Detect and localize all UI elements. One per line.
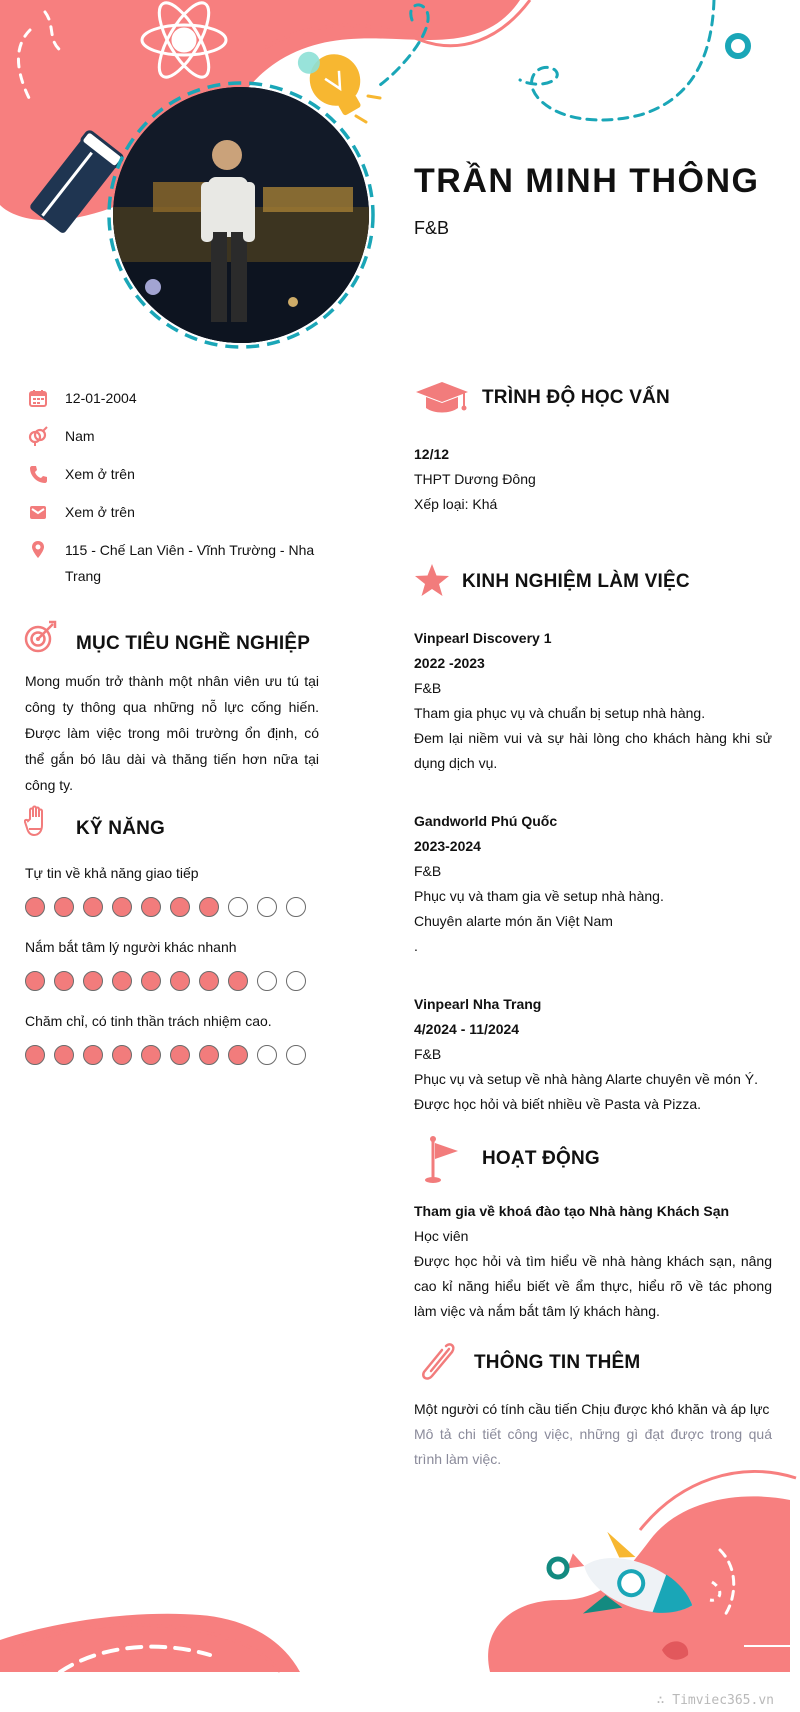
experience-title: KINH NGHIỆM LÀM VIỆC [462,571,690,592]
rating-dot-filled [112,897,132,917]
rating-dot-filled [199,971,219,991]
contact-phone [28,461,328,487]
job-description: Phục vụ và tham gia về setup nhà hàng. [414,888,664,904]
rating-dot-filled [170,971,190,991]
contact-list [28,385,328,601]
rating-dot-empty [228,897,248,917]
skill-rating [25,1045,306,1065]
job-company: Gandworld Phú Quốc [414,813,558,829]
additional-text: Một người có tính cầu tiến Chịu được khó khăn và áp lực [414,1401,770,1417]
skill-label: Nắm bắt tâm lý người khác nhanh [25,939,237,955]
gender-icon [28,426,48,446]
education-entry [414,442,772,517]
contact-gender [28,423,328,449]
job-description: . [414,938,418,954]
job-description: Chuyên alarte món ăn Việt Nam [414,913,613,929]
graduation-cap-icon [414,380,470,416]
rating-dot-filled [228,971,248,991]
birthdate-text: 12-01-2004 [65,390,137,406]
rating-dot-filled [170,1045,190,1065]
calendar-icon [28,388,48,408]
rating-dot-empty [257,897,277,917]
rating-dot-filled [83,1045,103,1065]
paperclip-icon [418,1340,458,1384]
contact-email [28,499,328,525]
contact-address [28,537,328,589]
rating-dot-empty [257,971,277,991]
rating-dot-filled [141,897,161,917]
objective-title: MỤC TIÊU NGHỀ NGHIỆP [76,633,311,654]
footer-decoration [0,1440,800,1712]
rating-dot-filled [228,1045,248,1065]
candidate-position: F&B [414,218,450,238]
activity-description: Được học hỏi và tìm hiểu về nhà hàng khách sạn, nâng cao kỉ năng hiểu biết về ẩm thực, hiểu rõ về tác phong làm việc và nắm bắt tâm lý khách hàng. [414,1253,772,1319]
rating-dot-filled [54,897,74,917]
email-text: Xem ở trên [65,504,135,520]
rating-dot-filled [25,971,45,991]
job-role: F&B [414,1046,442,1062]
skills-title: KỸ NĂNG [76,818,166,839]
activity-name: Tham gia về khoá đào tạo Nhà hàng Khách Sạn [414,1203,730,1219]
candidate-name: TRẦN MINH THÔNG [414,162,760,200]
additional-hint: Mô tả chi tiết công việc, những gì đạt được trong quá trình làm việc. [414,1426,772,1467]
job-period: 2023-2024 [414,838,481,854]
education-school: THPT Dương Đông [414,471,536,487]
skill-rating [25,971,306,991]
rating-dot-filled [112,1045,132,1065]
job-period: 2022 -2023 [414,655,485,671]
job-company: Vinpearl Discovery 1 [414,630,552,646]
activities-title: HOẠT ĐỘNG [482,1148,600,1169]
target-icon [23,620,57,654]
watermark: ∴ Timviec365.vn [656,1693,774,1708]
rating-dot-empty [257,1045,277,1065]
job-entry [414,809,772,959]
rating-dot-filled [25,1045,45,1065]
skill-label: Tự tin về khả năng giao tiếp [25,865,199,881]
phone-icon [28,464,48,484]
job-entry [414,992,772,1117]
rating-dot-filled [199,1045,219,1065]
contact-birthdate [28,385,328,411]
raised-hand-icon [24,805,50,837]
location-pin-icon [28,540,48,560]
rating-dot-filled [25,897,45,917]
profile-photo [113,87,369,343]
address-text: 115 - Chế Lan Viên - Vĩnh Trường - Nha Trang [65,542,315,584]
rating-dot-filled [141,1045,161,1065]
rating-dot-empty [286,1045,306,1065]
job-role: F&B [414,863,442,879]
rating-dot-filled [170,897,190,917]
job-description: Phục vụ và setup về nhà hàng Alarte chuyên về món Ý. [414,1071,758,1087]
job-company: Vinpearl Nha Trang [414,996,542,1012]
flag-icon [420,1135,460,1185]
additional-title: THÔNG TIN THÊM [474,1352,641,1373]
rating-dot-filled [83,897,103,917]
education-title: TRÌNH ĐỘ HỌC VẤN [482,387,670,408]
objective-text: Mong muốn trở thành một nhân viên ưu tú tại công ty thông qua những nỗ lực cống hiến. Được làm việc trong môi trường ổn định, có thể gắn bó lâu dài và thăng tiến hơn nữa tại công ty. [25,673,319,793]
job-period: 4/2024 - 11/2024 [414,1021,520,1037]
rating-dot-filled [83,971,103,991]
rating-dot-filled [54,1045,74,1065]
activity-role: Học viên [414,1228,469,1244]
activity-entry [414,1199,772,1324]
education-period: 12/12 [414,446,450,462]
gender-text: Nam [65,428,95,444]
rating-dot-empty [286,971,306,991]
job-role: F&B [414,680,442,696]
email-icon [28,502,48,522]
rating-dot-empty [286,897,306,917]
job-description: Đem lại niềm vui và sự hài lòng cho khách hàng khi sử dụng dịch vụ. [414,730,772,771]
job-entry [414,626,772,776]
job-description: Được học hỏi và biết nhiều về Pasta và Pizza. [414,1096,702,1112]
star-icon [414,563,450,597]
rating-dot-filled [54,971,74,991]
avatar [113,87,369,343]
rating-dot-filled [112,971,132,991]
skill-rating [25,897,306,917]
rating-dot-filled [199,897,219,917]
job-description: Tham gia phục vụ và chuẩn bị setup nhà hàng. [414,705,706,721]
education-grade: Xếp loại: Khá [414,496,498,512]
phone-text: Xem ở trên [65,466,135,482]
skill-label: Chăm chỉ, có tinh thần trách nhiệm cao. [25,1013,272,1029]
rating-dot-filled [141,971,161,991]
